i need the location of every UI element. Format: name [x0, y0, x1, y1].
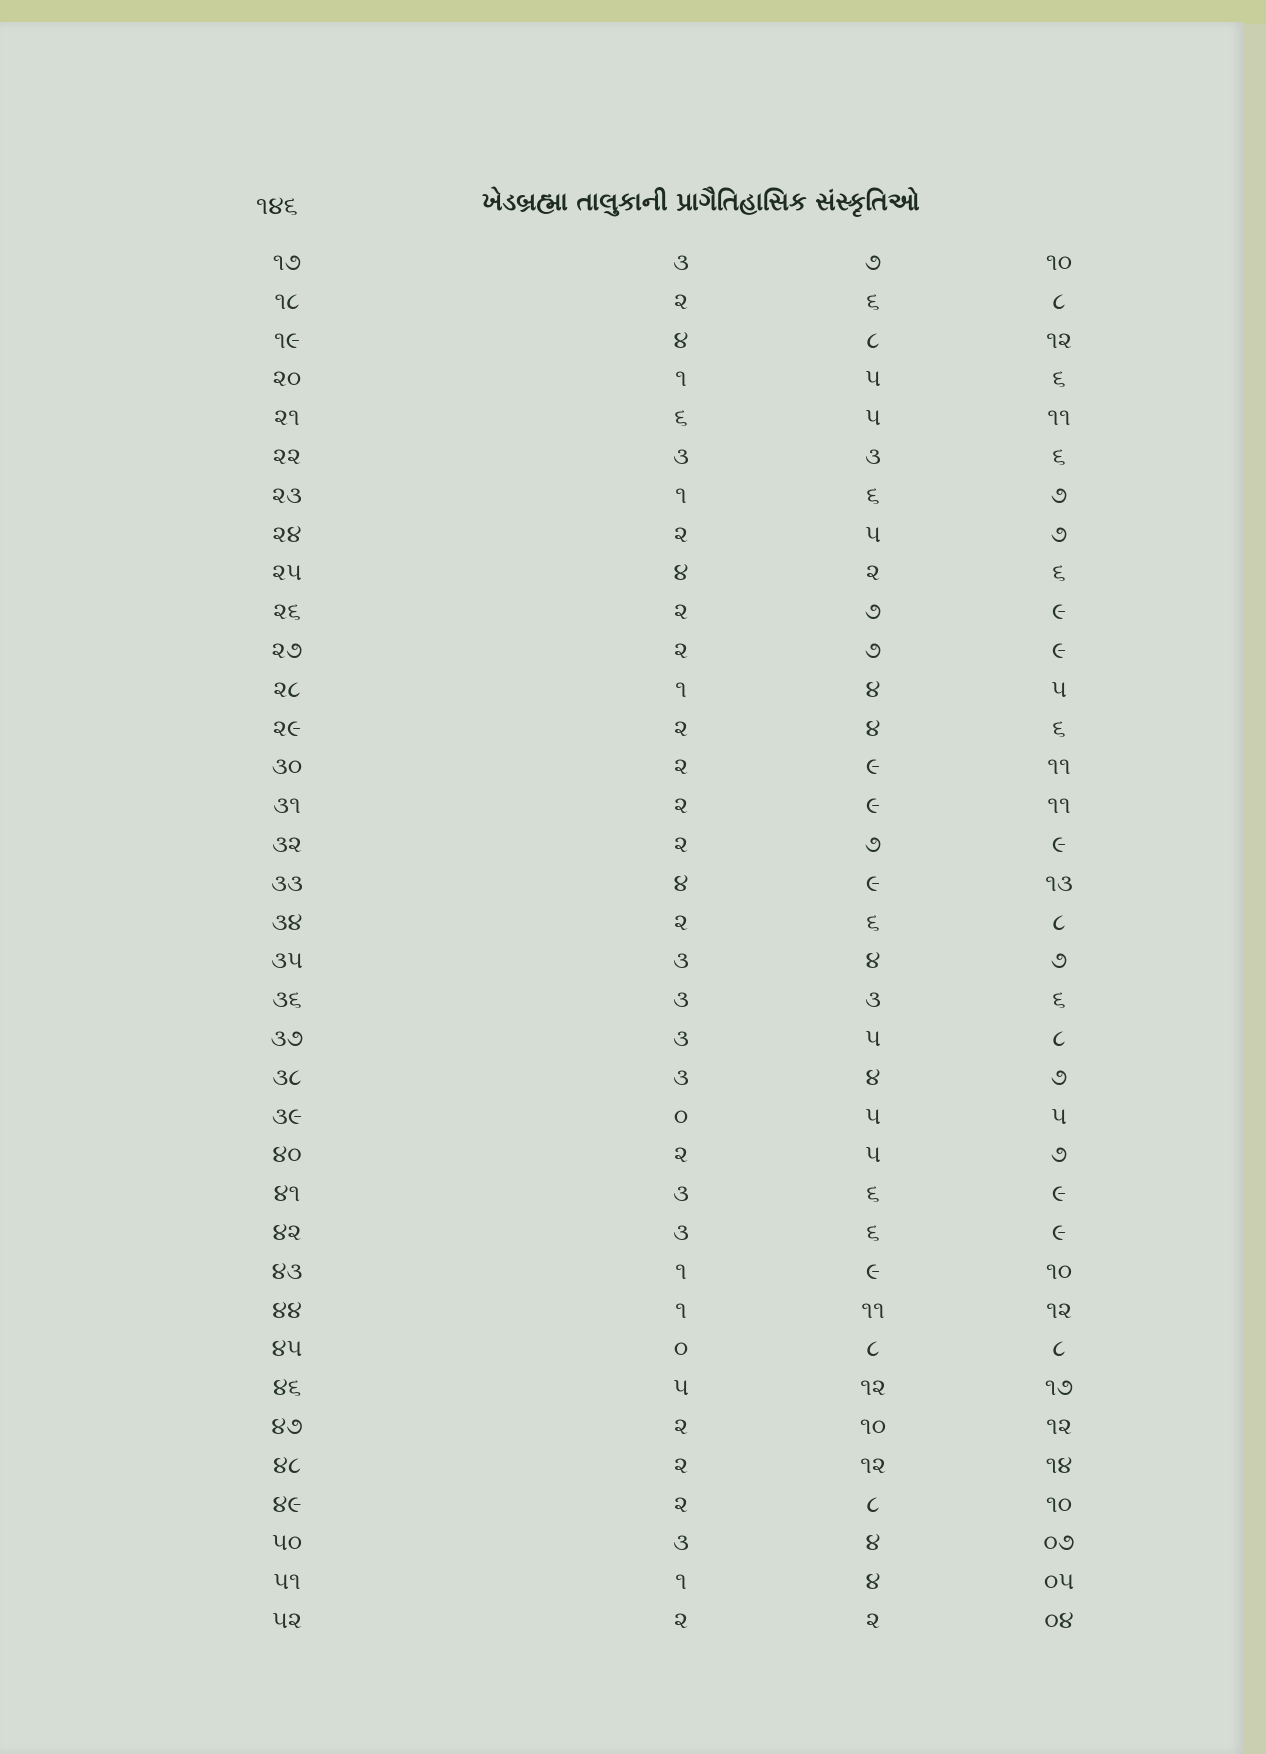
- table-cell: ૬: [1052, 558, 1066, 587]
- table-cell: ૯: [865, 868, 881, 897]
- table-row: [0, 946, 1244, 985]
- table-row: [0, 364, 1244, 403]
- table-cell: ૮: [866, 325, 880, 354]
- table-cell: ૦૭: [1043, 1528, 1075, 1557]
- table-cell: ૩: [865, 985, 881, 1014]
- table-cell: ૬: [674, 403, 688, 432]
- table-cell: ૧૮: [274, 286, 300, 315]
- table-cell: ૧૯: [274, 325, 300, 354]
- table-cell: ૩૯: [271, 1101, 303, 1130]
- table-cell: ૧૦: [859, 1411, 887, 1440]
- table-cell: ૨૬: [273, 597, 301, 626]
- table-row: [0, 636, 1244, 675]
- page: [0, 22, 1244, 1754]
- table-cell: ૯: [1051, 1179, 1067, 1208]
- table-row: [0, 1412, 1244, 1451]
- table-cell: ૬: [866, 480, 880, 509]
- table-cell: ૫: [865, 519, 881, 548]
- table-cell: ૩૩: [271, 868, 303, 897]
- table-cell: ૨૮: [273, 674, 301, 703]
- table-cell: ૪: [673, 868, 689, 897]
- table-cell: ૯: [865, 752, 881, 781]
- table-cell: ૭: [864, 829, 882, 858]
- paper-top-edge: [0, 0, 1266, 24]
- table-cell: ૧૨: [1046, 1411, 1072, 1440]
- table-cell: ૩: [673, 1062, 689, 1091]
- table-cell: ૪૧: [273, 1179, 301, 1208]
- table-cell: ૧૭: [272, 248, 302, 276]
- table-cell: ૨: [673, 713, 689, 742]
- table-cell: ૧: [675, 1256, 687, 1285]
- table-cell: ૪૭: [271, 1411, 303, 1440]
- table-cell: ૪૫: [271, 1334, 303, 1363]
- table-cell: ૩૧: [273, 791, 301, 820]
- table-cell: ૯: [1051, 1217, 1067, 1246]
- table-cell: ૧: [675, 364, 687, 393]
- table-row: [0, 714, 1244, 753]
- table-cell: ૧૧: [1047, 752, 1071, 781]
- table-cell: ૪૬: [272, 1373, 302, 1402]
- table-cell: ૧૨: [1046, 325, 1072, 354]
- table-cell: ૭: [864, 248, 882, 276]
- table-cell: ૪: [865, 674, 881, 703]
- table-cell: ૩૦: [271, 752, 303, 781]
- table-row: [0, 481, 1244, 520]
- table-cell: ૨: [673, 1605, 689, 1634]
- table-cell: ૮: [866, 1334, 880, 1363]
- table-cell: ૬: [1052, 441, 1066, 470]
- table-cell: ૯: [1051, 635, 1067, 664]
- table-cell: ૩૮: [272, 1062, 302, 1091]
- table-cell: ૯: [865, 791, 881, 820]
- table-cell: ૨૨: [272, 441, 302, 470]
- table-cell: ૪: [673, 325, 689, 354]
- table-cell: ૨: [673, 519, 689, 548]
- table-cell: ૩: [673, 985, 689, 1014]
- table-row: [0, 1140, 1244, 1179]
- table-row: [0, 558, 1244, 597]
- table-cell: ૧: [675, 1567, 687, 1596]
- table-cell: ૨: [673, 907, 689, 936]
- table-row: [0, 1451, 1244, 1490]
- table-cell: ૩૫: [271, 946, 303, 975]
- table-cell: ૩૬: [272, 985, 302, 1014]
- table-cell: ૩: [673, 1217, 689, 1246]
- table-cell: ૬: [1052, 713, 1066, 742]
- table-cell: ૪: [865, 713, 881, 742]
- table-cell: ૫૨: [272, 1605, 302, 1634]
- table-cell: ૨: [865, 1605, 881, 1634]
- table-cell: ૩: [673, 1179, 689, 1208]
- table-cell: ૨: [673, 1489, 689, 1518]
- table-cell: ૧૨: [860, 1373, 886, 1402]
- table-row: [0, 791, 1244, 830]
- table-row: [0, 597, 1244, 636]
- table-row: [0, 442, 1244, 481]
- table-row: [0, 1063, 1244, 1102]
- table-row: [0, 1528, 1244, 1567]
- table-cell: ૮: [866, 1489, 880, 1518]
- table-row: [0, 1490, 1244, 1529]
- table-cell: ૩૭: [270, 1023, 304, 1052]
- table-row: [0, 1567, 1244, 1606]
- table-cell: ૮: [1052, 1334, 1066, 1363]
- table-cell: ૫: [865, 1101, 881, 1130]
- table-row: [0, 326, 1244, 365]
- table-cell: ૩: [673, 248, 689, 276]
- table-cell: ૨૭: [271, 635, 303, 664]
- table-cell: ૨૩: [271, 480, 303, 509]
- table-cell: ૬: [1052, 364, 1066, 393]
- table-cell: ૫૧: [273, 1567, 301, 1596]
- table-cell: ૦: [673, 1334, 689, 1363]
- table-cell: ૧૩: [1045, 868, 1073, 897]
- table-cell: ૧૧: [861, 1295, 885, 1324]
- table-cell: ૫: [865, 403, 881, 432]
- table-cell: ૧૦: [1045, 248, 1073, 276]
- table-cell: ૪૦: [272, 1140, 302, 1169]
- table-cell: ૪૩: [271, 1256, 303, 1285]
- table-cell: ૭: [1050, 480, 1068, 509]
- table-cell: ૨૪: [272, 519, 302, 548]
- table-cell: ૪: [673, 558, 689, 587]
- table-cell: ૪: [865, 946, 881, 975]
- page-header: [0, 187, 1244, 227]
- table-cell: ૭: [1050, 946, 1068, 975]
- table-cell: ૨૯: [272, 713, 302, 742]
- table-row: [0, 752, 1244, 791]
- table-cell: ૧: [675, 1295, 687, 1324]
- table-cell: ૯: [865, 1256, 881, 1285]
- table-cell: ૩: [673, 946, 689, 975]
- table-row: [0, 1257, 1244, 1296]
- table-cell: ૬: [866, 1179, 880, 1208]
- table-cell: ૮: [1052, 1023, 1066, 1052]
- table-cell: ૭: [1050, 1140, 1068, 1169]
- table-cell: ૪: [865, 1062, 881, 1091]
- table-row: [0, 1218, 1244, 1257]
- table-cell: ૬: [866, 907, 880, 936]
- table-cell: ૨: [865, 558, 881, 587]
- table-row: [0, 1606, 1244, 1645]
- table-cell: ૨: [673, 791, 689, 820]
- table-row: [0, 403, 1244, 442]
- table-cell: ૧૭: [1044, 1373, 1074, 1402]
- table-row: [0, 248, 1244, 287]
- table-cell: ૨: [673, 752, 689, 781]
- table-cell: ૫૦: [271, 1528, 303, 1557]
- table-cell: ૧: [675, 674, 687, 703]
- table-cell: ૧૨: [860, 1450, 886, 1479]
- table-row: [0, 1296, 1244, 1335]
- table-cell: ૩: [673, 1528, 689, 1557]
- table-cell: ૨: [673, 1450, 689, 1479]
- table-cell: ૨: [673, 829, 689, 858]
- table-cell: ૨૦: [272, 364, 302, 393]
- table-cell: ૯: [1051, 597, 1067, 626]
- table-cell: ૨: [673, 286, 689, 315]
- table-cell: ૩: [673, 441, 689, 470]
- table-cell: ૪૪: [272, 1295, 302, 1324]
- table-cell: ૬: [866, 286, 880, 315]
- table-row: [0, 1373, 1244, 1412]
- table-cell: ૭: [1050, 1062, 1068, 1091]
- table-cell: ૫: [1051, 1101, 1067, 1130]
- table-row: [0, 1102, 1244, 1141]
- table-row: [0, 1334, 1244, 1373]
- table-cell: ૧૧: [1047, 791, 1071, 820]
- table-row: [0, 830, 1244, 869]
- page-number: ૧૪૬: [256, 191, 298, 220]
- table-row: [0, 1024, 1244, 1063]
- table-row: [0, 1179, 1244, 1218]
- table-cell: ૫: [673, 1373, 689, 1402]
- table-cell: ૧૦: [1045, 1489, 1073, 1518]
- table-cell: ૩૪: [271, 907, 303, 936]
- table-cell: ૬: [1052, 985, 1066, 1014]
- table-cell: ૪: [865, 1528, 881, 1557]
- table-cell: ૪: [865, 1567, 881, 1596]
- table-cell: ૧૧: [1047, 403, 1071, 432]
- table-cell: ૭: [864, 597, 882, 626]
- table-row: [0, 520, 1244, 559]
- table-cell: ૫: [1051, 674, 1067, 703]
- table-cell: ૫: [865, 1140, 881, 1169]
- table-row: [0, 869, 1244, 908]
- table-cell: ૪૨: [272, 1217, 302, 1246]
- page-title: ખેડબ્રહ્મા તાલુકાની પ્રાગૈતિહાસિક સંસ્કૃતિઓ: [482, 187, 920, 216]
- table-cell: ૩: [673, 1023, 689, 1052]
- table-cell: ૧૨: [1046, 1295, 1072, 1324]
- table-cell: ૭: [1050, 519, 1068, 548]
- table-cell: ૧: [675, 480, 687, 509]
- table-cell: ૪૮: [272, 1450, 302, 1479]
- table-cell: ૬: [866, 1217, 880, 1246]
- table-cell: ૫: [865, 1023, 881, 1052]
- table-cell: ૧૦: [1045, 1256, 1073, 1285]
- table-cell: ૨: [673, 1411, 689, 1440]
- table-cell: ૨: [673, 597, 689, 626]
- table-cell: ૦૪: [1044, 1605, 1074, 1634]
- table-cell: ૮: [1052, 286, 1066, 315]
- table-cell: ૨૫: [272, 558, 302, 587]
- table-cell: ૨: [673, 635, 689, 664]
- table-cell: ૦: [673, 1101, 689, 1130]
- table-cell: ૮: [1052, 907, 1066, 936]
- data-table: [0, 248, 1244, 1645]
- table-cell: ૯: [1051, 829, 1067, 858]
- table-row: [0, 985, 1244, 1024]
- table-cell: ૧૪: [1045, 1450, 1073, 1479]
- table-cell: ૪૯: [272, 1489, 302, 1518]
- table-cell: ૩૨: [271, 829, 303, 858]
- table-cell: ૩: [865, 441, 881, 470]
- table-row: [0, 908, 1244, 947]
- table-cell: ૭: [864, 635, 882, 664]
- table-row: [0, 287, 1244, 326]
- table-row: [0, 675, 1244, 714]
- table-cell: ૨: [673, 1140, 689, 1169]
- table-cell: ૨૧: [274, 403, 300, 432]
- table-cell: ૫: [865, 364, 881, 393]
- table-cell: ૦૫: [1043, 1567, 1075, 1596]
